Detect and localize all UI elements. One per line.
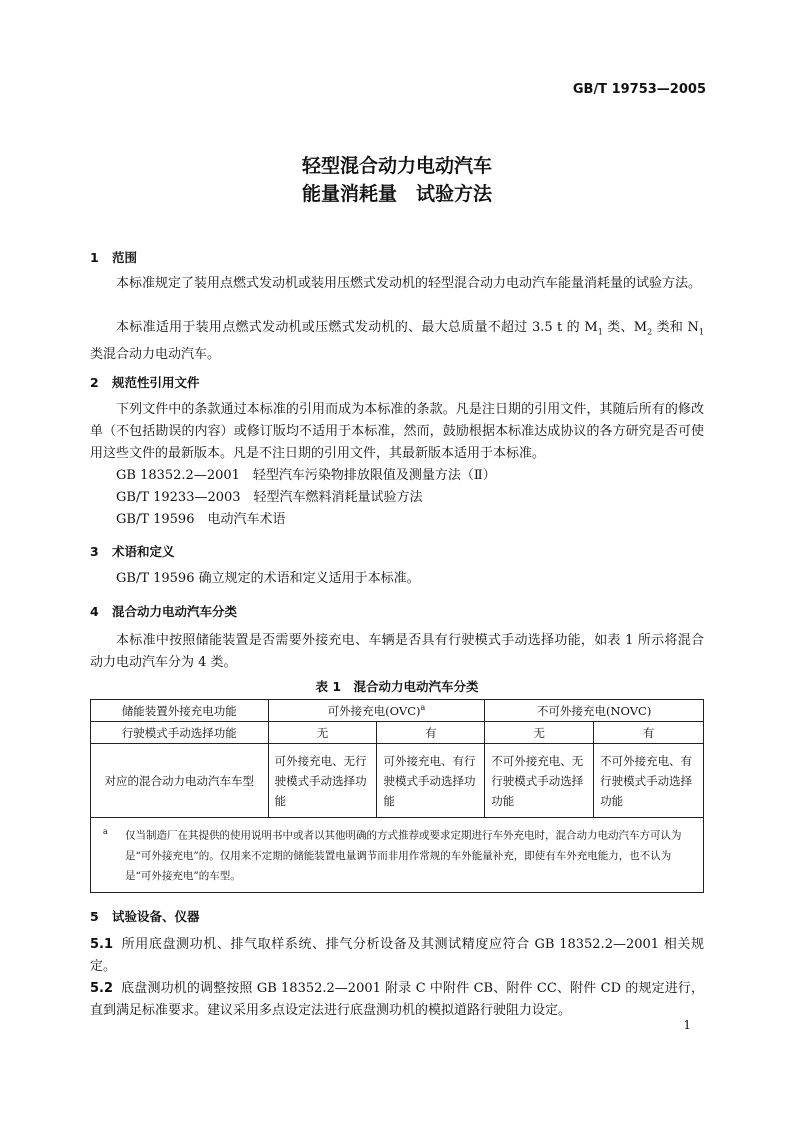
- section-4-paragraph-1: 本标准中按照储能装置是否需要外接充电、车辆是否具有行驶模式手动选择功能，如表 1 所示将混合动力电动汽车分为 4 类。: [90, 633, 704, 670]
- reference-item: GB/T 19596 电动汽车术语: [116, 512, 286, 527]
- table-cell: 不可外接充电、无行驶模式手动选择功能: [485, 744, 594, 818]
- table-header-novc: 不可外接充电(NOVC): [485, 700, 704, 722]
- table-row-label: 对应的混合动力电动汽车车型: [91, 744, 269, 818]
- section-4-heading: [90, 602, 237, 620]
- table-cell: 可外接充电、无行驶模式手动选择功能: [268, 744, 377, 818]
- section-number: 1: [90, 250, 99, 265]
- section-2-paragraph-1: 下列文件中的条款通过本标准的引用而成为本标准的条款。凡是注日期的引用文件，其随后所有的修改单（不包括勘误的内容）或修订版均不适用于本标准，然而，鼓励根据本标准达成协议的各方研究是否可使用这些文件的最新版本。凡是不注日期的引用文件，其最新版本适用于本标准。: [90, 402, 704, 461]
- document-title: [0, 152, 794, 208]
- section-3-paragraph-1: GB/T 19596 确立规定的术语和定义适用于本标准。: [116, 571, 420, 586]
- table-row: [91, 722, 704, 744]
- reference-item: GB/T 19233—2003 轻型汽车燃料消耗量试验方法: [116, 490, 423, 505]
- classification-table: [90, 699, 704, 893]
- section-title: 规范性引用文件: [112, 375, 200, 390]
- table-cell: 可外接充电、有行驶模式手动选择功能: [377, 744, 485, 818]
- standard-code: GB/T 19753—2005: [572, 82, 706, 97]
- reference-item: GB 18352.2—2001 轻型汽车污染物排放限值及测量方法（Ⅱ）: [116, 468, 496, 483]
- table-header-ovc: [268, 700, 485, 722]
- section-5-heading: [90, 907, 200, 925]
- subscript: 1: [698, 327, 704, 337]
- title-line-2: 能量消耗量 试验方法: [301, 183, 492, 205]
- table-row-label: 行驶模式手动选择功能: [91, 722, 269, 744]
- section-number: 4: [90, 604, 99, 619]
- footnote-marker: a: [103, 827, 108, 836]
- table-footnote-row: [91, 818, 704, 893]
- footnote-marker: a: [420, 702, 426, 712]
- clause-number: 5.2: [90, 981, 114, 996]
- subscript: 1: [597, 327, 603, 337]
- section-number: 5: [90, 909, 99, 924]
- table-row: [91, 744, 704, 818]
- text-run: 类和 N: [652, 320, 699, 335]
- section-2-heading: [90, 373, 200, 391]
- text-run: 本标准适用于装用点燃式发动机或压燃式发动机的、最大总质量不超过 3.5 t 的 M: [116, 320, 598, 335]
- table-cell: 无: [485, 722, 594, 744]
- ovc-label: 可外接充电(OVC): [327, 703, 421, 718]
- table-cell: 有: [594, 722, 704, 744]
- section-1-paragraph-2: [90, 317, 704, 366]
- clause-5-2: [90, 978, 704, 1022]
- section-title: 混合动力电动汽车分类: [112, 604, 238, 619]
- table-row-label: 储能装置外接充电功能: [91, 700, 269, 722]
- footnote-text: 仅当制造厂在其提供的使用说明书中或者以其他明确的方式推荐或要求定期进行车外充电时，混合动力电动汽车方可认为是“可外接充电”的。仅用来不定期的储能装置电量调节而非用作常规的车外能量补充，即使有车外充电能力，也不认为是“可外接充电”的车型。: [125, 829, 682, 882]
- table-cell: 无: [268, 722, 377, 744]
- clause-number: 5.1: [90, 937, 114, 952]
- subscript: 2: [647, 327, 653, 337]
- table-row: [91, 700, 704, 722]
- clause-text: 底盘测功机的调整按照 GB 18352.2—2001 附录 C 中附件 CB、附件 CC、附件 CD 的规定进行，直到满足标准要求。建议采用多点设定法进行底盘测功机的模拟道路行驶阻力设定。: [90, 981, 704, 1018]
- section-title: 试验设备、仪器: [112, 909, 200, 924]
- table-cell: 有: [377, 722, 485, 744]
- clause-5-1: [90, 934, 704, 978]
- section-title: 范围: [112, 250, 138, 265]
- section-3-heading: [90, 542, 175, 560]
- table-cell: 不可外接充电、有行驶模式手动选择功能: [594, 744, 704, 818]
- section-number: 2: [90, 375, 99, 390]
- clause-text: 所用底盘测功机、排气取样系统、排气分析设备及其测试精度应符合 GB 18352.2—2001 相关规定。: [90, 937, 704, 974]
- title-line-1: 轻型混合动力电动汽车: [301, 155, 492, 177]
- text-run: 类混合动力电动汽车。: [90, 346, 221, 362]
- text-run: 类、M: [602, 320, 648, 335]
- table-footnote: [91, 818, 704, 893]
- section-number: 3: [90, 544, 99, 559]
- page-number: 1: [683, 1018, 691, 1032]
- section-1-heading: [90, 248, 137, 266]
- section-title: 术语和定义: [112, 544, 175, 559]
- table-caption: 表 1 混合动力电动汽车分类: [315, 679, 479, 694]
- section-1-paragraph-1: 本标准规定了装用点燃式发动机或装用压燃式发动机的轻型混合动力电动汽车能量消耗量的试验方法。: [116, 276, 702, 291]
